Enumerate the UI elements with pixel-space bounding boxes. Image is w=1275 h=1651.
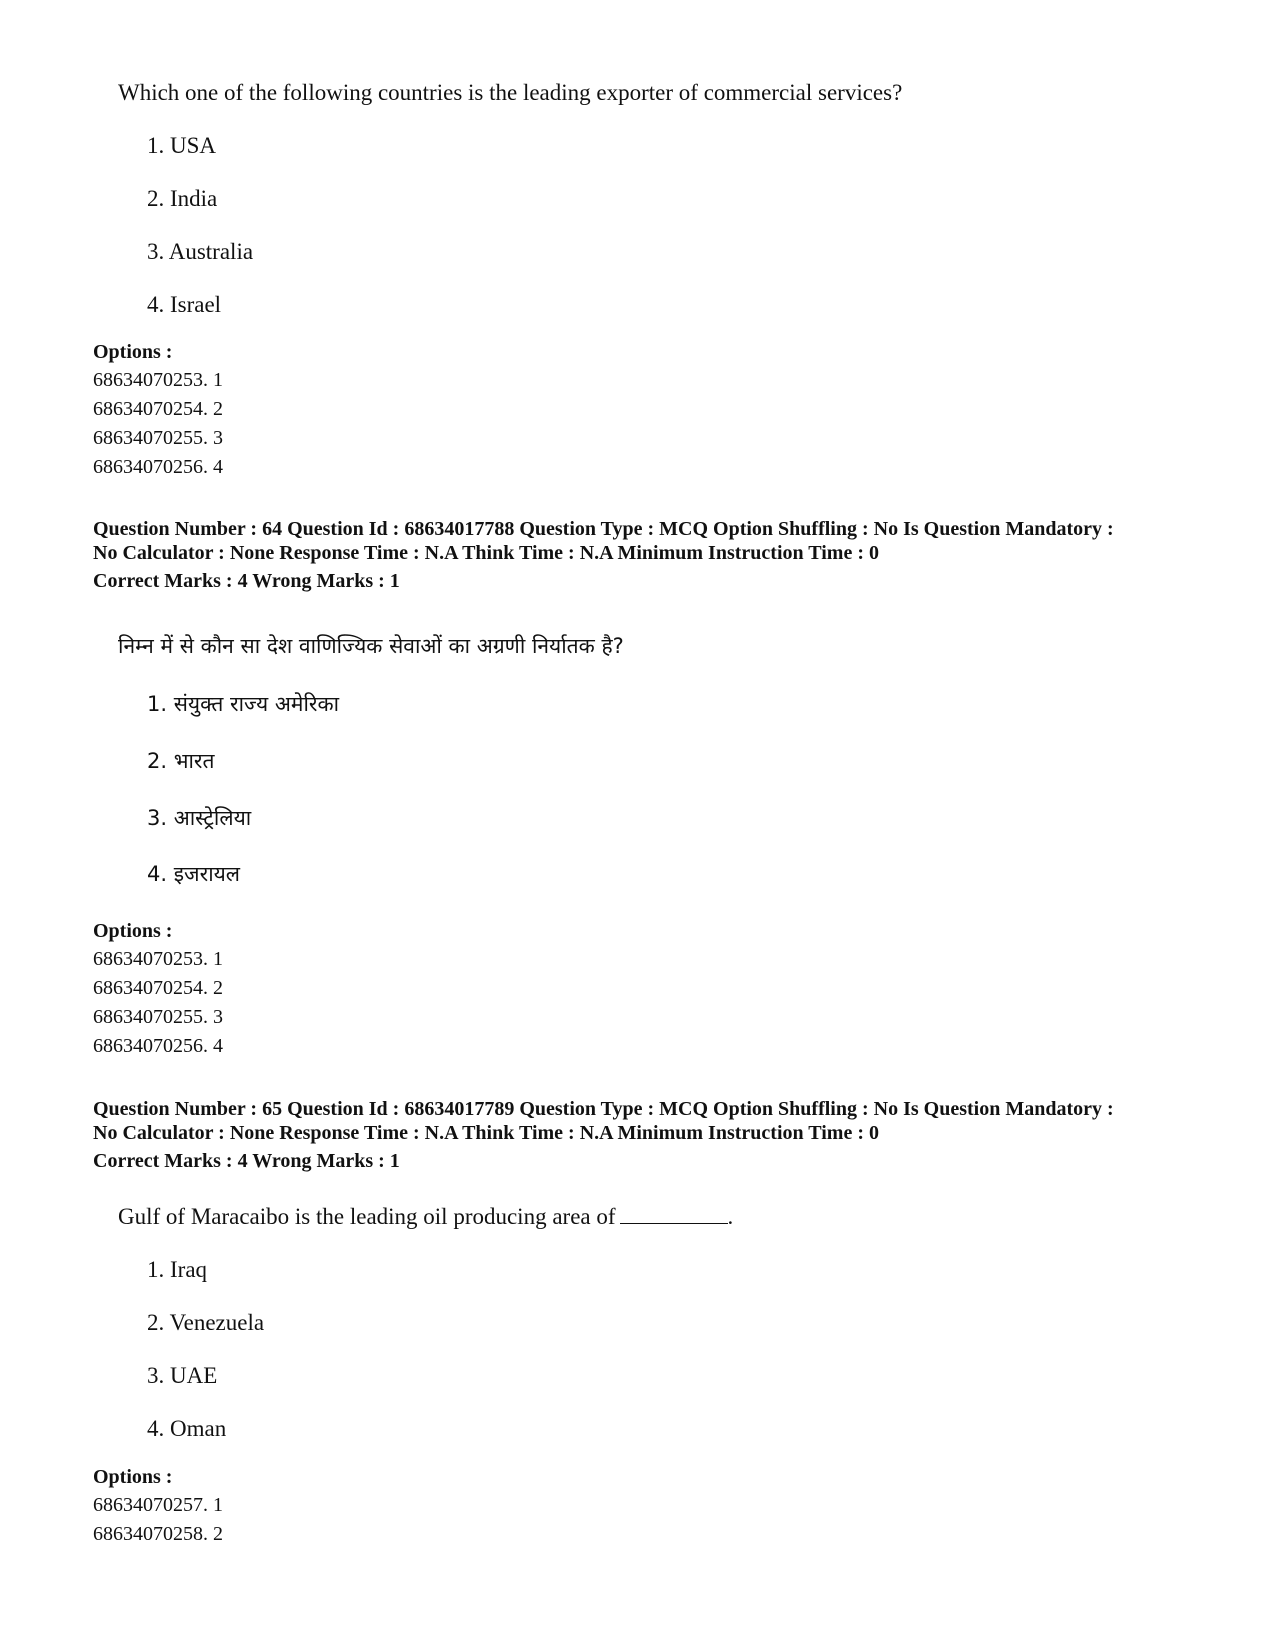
option-row: 68634070255. 3 [93,1006,223,1028]
choice-1: 1. USA [147,133,217,158]
choice-3: 3. Australia [147,239,254,264]
marks-line: Correct Marks : 4 Wrong Marks : 1 [93,1150,400,1172]
choice-1: 1. Iraq [147,1257,208,1282]
option-row: 68634070256. 4 [93,1035,223,1057]
choice-4: 4. Oman [147,1416,227,1441]
question-text-end: . [727,1204,734,1229]
question-meta-line: No Calculator : None Response Time : N.A Think Time : N.A Minimum Instruction Time : 0 [93,542,879,564]
question-meta-line: Question Number : 64 Question Id : 68634017788 Question Type : MCQ Option Shuffling : No Is Question Mandatory : [93,518,1114,540]
options-label: Options : [93,1466,173,1488]
marks-line: Correct Marks : 4 Wrong Marks : 1 [93,570,400,592]
choice-2: 2. India [147,186,218,211]
question-meta-line: No Calculator : None Response Time : N.A Think Time : N.A Minimum Instruction Time : 0 [93,1122,879,1144]
option-row: 68634070254. 2 [93,398,223,420]
option-row: 68634070257. 1 [93,1494,223,1516]
choice-3: 3. UAE [147,1363,218,1388]
option-row: 68634070254. 2 [93,977,223,999]
question-text: Which one of the following countries is the leading exporter of commercial services? [118,80,903,105]
choice-4: 4. इजरायल [147,862,241,886]
option-row: 68634070253. 1 [93,948,223,970]
choice-2: 2. Venezuela [147,1310,265,1335]
options-label: Options : [93,920,173,942]
choice-1: 1. संयुक्त राज्य अमेरिका [147,692,340,716]
option-row: 68634070256. 4 [93,456,223,478]
fill-in-blank [620,1205,728,1224]
question-text: निम्न में से कौन सा देश वाणिज्यिक सेवाओं का अग्रणी निर्यातक है? [118,634,624,658]
options-label: Options : [93,341,173,363]
choice-4: 4. Israel [147,292,222,317]
question-text [118,1204,733,1230]
option-row: 68634070253. 1 [93,369,223,391]
choice-2: 2. भारत [147,749,215,773]
question-meta-line: Question Number : 65 Question Id : 68634017789 Question Type : MCQ Option Shuffling : No Is Question Mandatory : [93,1098,1114,1120]
option-row: 68634070255. 3 [93,427,223,449]
choice-3: 3. आस्ट्रेलिया [147,806,252,830]
question-text-main: Gulf of Maracaibo is the leading oil producing area of [118,1204,616,1229]
option-row: 68634070258. 2 [93,1523,223,1545]
